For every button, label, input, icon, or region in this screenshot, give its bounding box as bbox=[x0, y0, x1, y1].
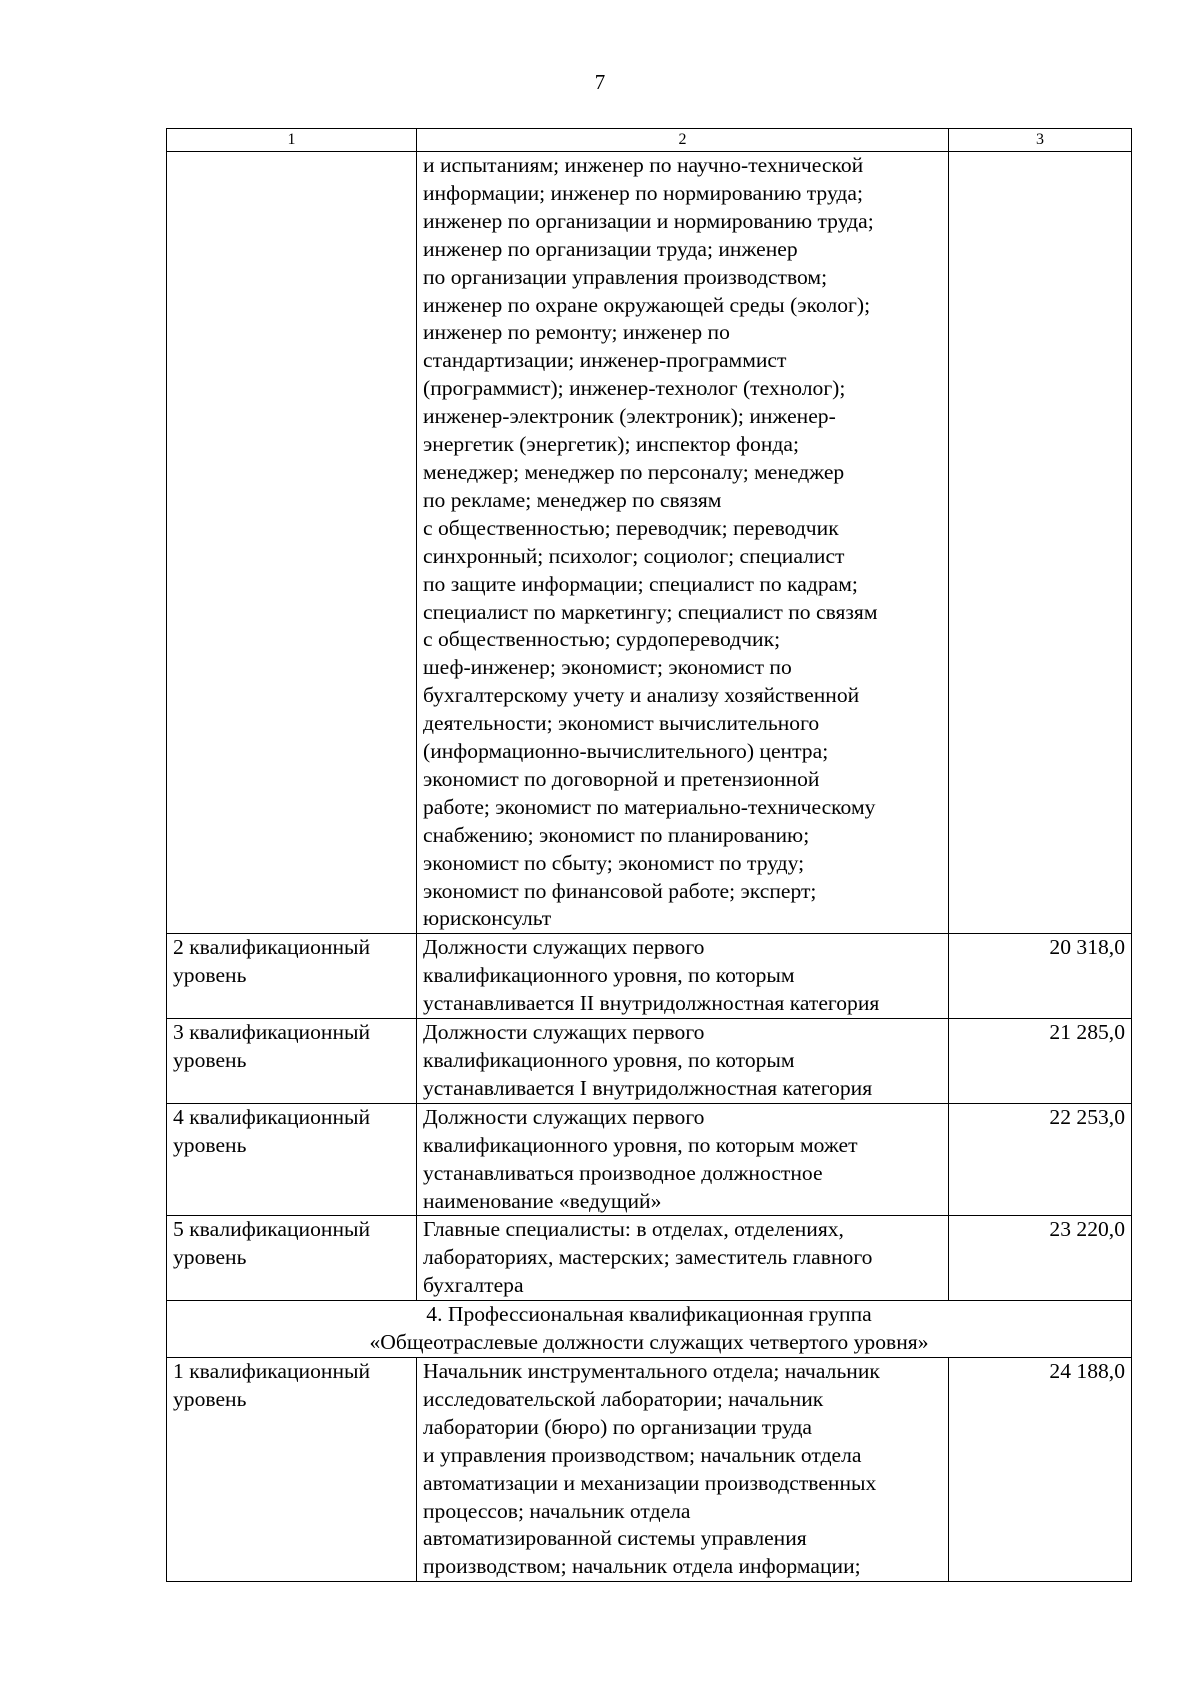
table-row-continuation bbox=[167, 152, 1132, 934]
description-line: квалификационного уровня, по которым bbox=[423, 1048, 795, 1072]
description-line: устанавливается II внутридолжностная категория bbox=[423, 991, 880, 1016]
description-line: специалист по маркетингу; специалист по связям bbox=[423, 599, 878, 624]
description-line: квалификационного уровня, по которым может bbox=[423, 1132, 858, 1157]
description-line: снабжению; экономист по планированию; bbox=[423, 822, 810, 847]
table-row-group4-level-1 bbox=[167, 1357, 1132, 1581]
description-line: стандартизации; инженер-программист bbox=[423, 348, 787, 373]
group-heading-line: «Общеотраслевые должности служащих четвертого уровня» bbox=[369, 1330, 929, 1355]
description-line: устанавливается I внутридолжностная категория bbox=[423, 1075, 873, 1100]
description-line: (программист); инженер-технолог (технолог); bbox=[423, 376, 846, 401]
description-line: бухгалтерскому учету и анализу хозяйственной bbox=[423, 683, 860, 708]
description-cell bbox=[417, 1103, 949, 1216]
description-line: автоматизации и механизации производственных bbox=[423, 1470, 877, 1495]
description-line: экономист по финансовой работе; эксперт; bbox=[423, 878, 817, 903]
level-line: уровень bbox=[173, 963, 247, 988]
level-line: 3 квалификационный bbox=[173, 1020, 371, 1045]
description-line: экономист по договорной и претензионной bbox=[423, 766, 820, 791]
salary-value: 22 253,0 bbox=[949, 1103, 1132, 1216]
description-line: процессов; начальник отдела bbox=[423, 1498, 691, 1523]
header-cell-1: 1 bbox=[167, 129, 417, 152]
description-line: синхронный; психолог; социолог; специалист bbox=[423, 543, 845, 568]
description-line: исследовательской лаборатории; начальник bbox=[423, 1386, 824, 1411]
table-row-level-2 bbox=[167, 934, 1132, 1019]
description-line: и управления производством; начальник отдела bbox=[423, 1442, 862, 1467]
description-line: экономист по сбыту; экономист по труду; bbox=[423, 850, 805, 875]
level-line: 4 квалификационный bbox=[173, 1104, 371, 1129]
description-line: менеджер; менеджер по персоналу; менеджер bbox=[423, 459, 845, 484]
description-line: автоматизированной системы управления bbox=[423, 1526, 807, 1551]
description-line: инженер по организации труда; инженер bbox=[423, 236, 798, 261]
description-line: по защите информации; специалист по кадрам; bbox=[423, 571, 858, 596]
table-row-level-3 bbox=[167, 1019, 1132, 1104]
description-line: деятельности; экономист вычислительного bbox=[423, 711, 820, 736]
header-cell-2: 2 bbox=[417, 129, 949, 152]
level-cell bbox=[167, 1103, 417, 1216]
description-line: производством; начальник отдела информации; bbox=[423, 1554, 861, 1579]
level-line: 2 квалификационный bbox=[173, 935, 371, 960]
description-cell bbox=[417, 1019, 949, 1104]
description-line: юрисконсульт bbox=[423, 906, 552, 931]
description-line: бухгалтера bbox=[423, 1273, 524, 1298]
group-heading-line: 4. Профессиональная квалификационная группа bbox=[426, 1302, 872, 1327]
group-heading bbox=[167, 1301, 1132, 1358]
description-cell bbox=[417, 152, 949, 934]
salary-value: 20 318,0 bbox=[949, 934, 1132, 1019]
description-line: лаборатории (бюро) по организации труда bbox=[423, 1414, 813, 1439]
level-line: уровень bbox=[173, 1245, 247, 1270]
description-line: (информационно-вычислительного) центра; bbox=[423, 739, 829, 764]
description-line: инженер по ремонту; инженер по bbox=[423, 320, 730, 345]
description-line: устанавливаться производное должностное bbox=[423, 1160, 823, 1185]
description-line: и испытаниям; инженер по научно-технической bbox=[423, 153, 864, 177]
description-cell bbox=[417, 934, 949, 1019]
level-cell bbox=[167, 934, 417, 1019]
group-heading-row bbox=[167, 1301, 1132, 1358]
level-cell bbox=[167, 1216, 417, 1301]
level-cell bbox=[167, 1357, 417, 1581]
level-line: уровень bbox=[173, 1386, 247, 1411]
description-line: информации; инженер по нормированию труда; bbox=[423, 180, 863, 205]
level-line: уровень bbox=[173, 1048, 247, 1072]
table-header-row bbox=[167, 129, 1132, 152]
salary-value: 24 188,0 bbox=[949, 1357, 1132, 1581]
description-line: лабораториях, мастерских; заместитель главного bbox=[423, 1245, 873, 1270]
description-line: Должности служащих первого bbox=[423, 1020, 705, 1045]
level-cell bbox=[167, 1019, 417, 1104]
description-line: энергетик (энергетик); инспектор фонда; bbox=[423, 432, 799, 457]
page-number: 7 bbox=[594, 70, 606, 94]
header-cell-3: 3 bbox=[949, 129, 1132, 152]
level-cell bbox=[167, 152, 417, 934]
table-row-level-4 bbox=[167, 1103, 1132, 1216]
level-line: 1 квалификационный bbox=[173, 1358, 371, 1383]
description-line: Главные специалисты: в отделах, отделениях, bbox=[423, 1217, 844, 1242]
level-line: 5 квалификационный bbox=[173, 1217, 371, 1242]
description-cell bbox=[417, 1357, 949, 1581]
table-row-level-5 bbox=[167, 1216, 1132, 1301]
description-line: инженер по охране окружающей среды (эколог); bbox=[423, 292, 871, 317]
description-line: по организации управления производством; bbox=[423, 264, 828, 289]
description-line: Должности служащих первого bbox=[423, 1104, 705, 1129]
level-line: уровень bbox=[173, 1132, 247, 1157]
qualification-table bbox=[166, 128, 1132, 1582]
salary-value: 23 220,0 bbox=[949, 1216, 1132, 1301]
description-line: квалификационного уровня, по которым bbox=[423, 963, 795, 988]
description-line: Должности служащих первого bbox=[423, 935, 705, 960]
description-line: Начальник инструментального отдела; начальник bbox=[423, 1358, 880, 1383]
description-line: шеф-инженер; экономист; экономист по bbox=[423, 655, 792, 680]
description-line: инженер по организации и нормированию труда; bbox=[423, 208, 874, 233]
description-line: наименование «ведущий» bbox=[423, 1188, 662, 1213]
description-line: с общественностью; сурдопереводчик; bbox=[423, 627, 781, 652]
description-line: с общественностью; переводчик; переводчик bbox=[423, 515, 839, 540]
description-cell bbox=[417, 1216, 949, 1301]
salary-value: 21 285,0 bbox=[949, 1019, 1132, 1104]
value-cell bbox=[949, 152, 1132, 934]
description-line: по рекламе; менеджер по связям bbox=[423, 487, 722, 512]
description-line: инженер-электроник (электроник); инженер- bbox=[423, 404, 836, 429]
description-line: работе; экономист по материально-техническому bbox=[423, 794, 876, 819]
